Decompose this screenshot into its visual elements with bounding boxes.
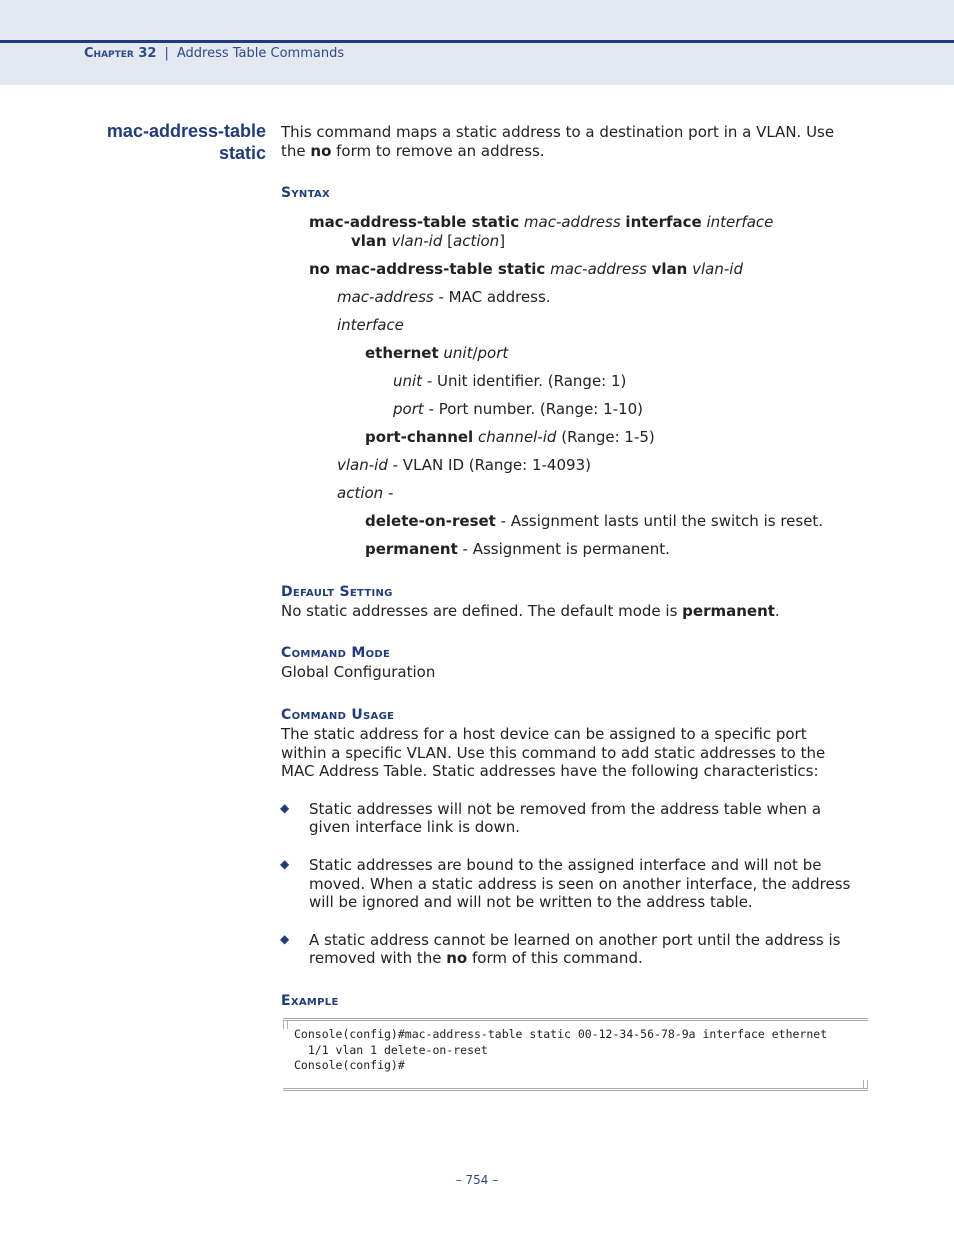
bullet-3-line-1: A static address cannot be learned on another port until the address is bbox=[309, 931, 841, 949]
chapter-title: Address Table Commands bbox=[176, 46, 345, 61]
code-box-corner bbox=[863, 1080, 868, 1088]
bullet-1-line-1: Static addresses will not be removed from the address table when a bbox=[309, 800, 822, 818]
bullet-2-line-3: will be ignored and will not be written to the address table. bbox=[309, 893, 753, 911]
bullet-2-line-2: moved. When a static address is seen on another interface, the address bbox=[309, 875, 851, 893]
param-delete-on-reset: delete-on-reset - Assignment lasts until the switch is reset. bbox=[365, 512, 824, 530]
bullet-diamond-icon: ◆ bbox=[280, 801, 290, 815]
param-permanent: permanent - Assignment is permanent. bbox=[365, 540, 670, 558]
syntax-command-1: mac-address-table static mac-address interface interface bbox=[309, 213, 774, 231]
command-mode-text: Global Configuration bbox=[281, 663, 436, 681]
chapter-label: Chapter 32 bbox=[84, 46, 157, 61]
param-port: port - Port number. (Range: 1-10) bbox=[393, 400, 644, 418]
bullet-2-line-1: Static addresses are bound to the assigned interface and will not be bbox=[309, 856, 822, 874]
running-header bbox=[84, 46, 344, 61]
code-box-corner bbox=[283, 1021, 288, 1029]
code-line-1: Console(config)#mac-address-table static 00-12-34-56-78-9a interface ethernet bbox=[294, 1027, 828, 1041]
param-unit: unit - Unit identifier. (Range: 1) bbox=[393, 372, 627, 390]
code-line-3: Console(config)# bbox=[294, 1058, 405, 1072]
section-command-usage-title: Command Usage bbox=[281, 707, 395, 723]
syntax-command-2: no mac-address-table static mac-address vlan vlan-id bbox=[309, 260, 743, 278]
param-ethernet: ethernet unit/port bbox=[365, 344, 509, 362]
page-number: – 754 – bbox=[455, 1173, 499, 1187]
usage-line-2: within a specific VLAN. Use this command to add static addresses to the bbox=[281, 744, 826, 762]
param-port-channel: port-channel channel-id (Range: 1-5) bbox=[365, 428, 655, 446]
syntax-command-1-continued: vlan vlan-id [action] bbox=[351, 232, 506, 250]
section-syntax-title: Syntax bbox=[281, 185, 330, 201]
header-separator: | bbox=[164, 46, 169, 61]
bullet-1-line-2: given interface link is down. bbox=[309, 818, 521, 836]
command-heading-line2: static bbox=[218, 143, 266, 163]
section-example-title: Example bbox=[281, 993, 339, 1009]
param-action: action - bbox=[337, 484, 394, 502]
param-vlan-id: vlan-id - VLAN ID (Range: 1-4093) bbox=[337, 456, 591, 474]
intro-line-2: the no form to remove an address. bbox=[281, 142, 545, 160]
bullet-diamond-icon: ◆ bbox=[280, 932, 290, 946]
section-command-mode-title: Command Mode bbox=[281, 645, 391, 661]
bullet-3-line-2: removed with the no form of this command. bbox=[309, 949, 643, 967]
intro-line-1: This command maps a static address to a destination port in a VLAN. Use bbox=[281, 123, 835, 141]
param-interface: interface bbox=[337, 316, 404, 334]
default-setting-text: No static addresses are defined. The default mode is permanent. bbox=[281, 602, 780, 620]
param-mac-address: mac-address - MAC address. bbox=[337, 288, 551, 306]
section-default-setting-title: Default Setting bbox=[281, 584, 393, 600]
bullet-diamond-icon: ◆ bbox=[280, 857, 290, 871]
usage-line-1: The static address for a host device can be assigned to a specific port bbox=[281, 725, 807, 743]
command-heading-line1: mac-address-table bbox=[106, 121, 266, 141]
usage-line-3: MAC Address Table. Static addresses have the following characteristics: bbox=[281, 762, 819, 780]
code-line-2: 1/1 vlan 1 delete-on-reset bbox=[294, 1043, 488, 1057]
command-heading bbox=[107, 120, 266, 164]
header-rule bbox=[0, 40, 954, 43]
